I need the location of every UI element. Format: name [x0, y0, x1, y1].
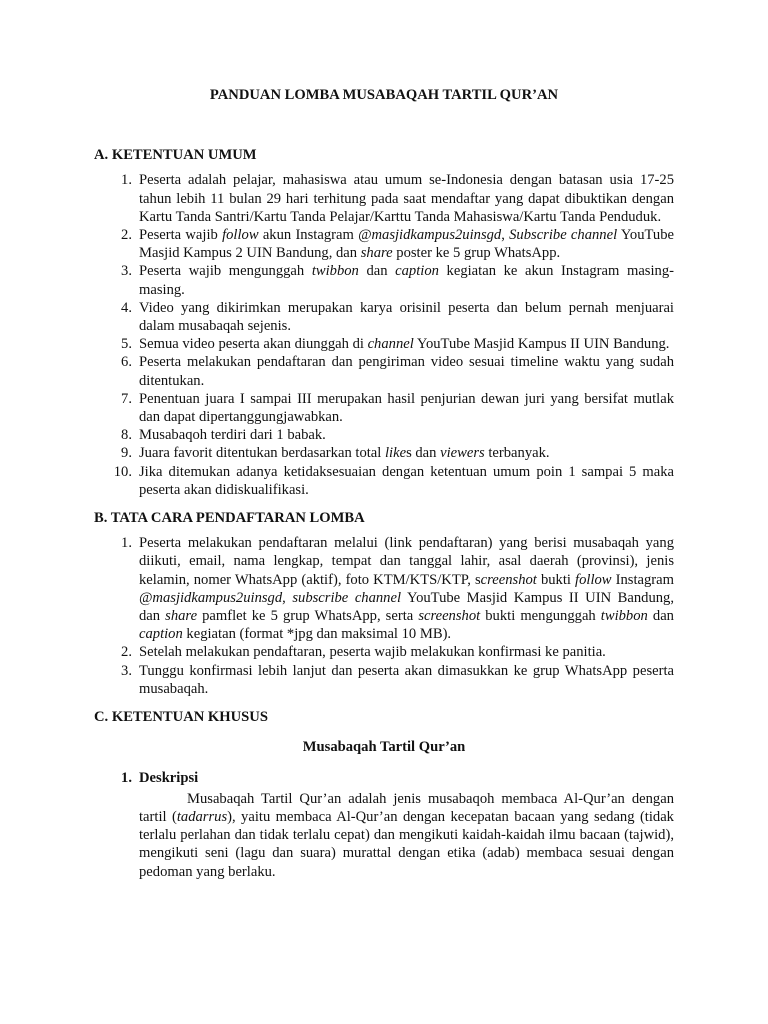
- text-run: bukti: [536, 571, 576, 588]
- text-run: Subscribe channel: [509, 227, 618, 244]
- list-item-number: 1.: [121, 172, 132, 189]
- text-run: Peserta adalah pelajar, mahasiswa atau umum se-Indonesia dengan batasan usia 17-25 tahun lebih 11 bulan 29 hari terhitung pada saat mendaftar yang dapat dibuktikan dengan Kartu Tanda Santri/Kartu Tanda Pelajar/Karttu Tanda Mahasiswa/Kartu Tanda Penduduk.: [139, 172, 674, 225]
- text-run: dan: [358, 263, 396, 280]
- text-run: Musabaqoh terdiri dari 1 babak.: [139, 427, 326, 444]
- list-item-text: [139, 336, 669, 352]
- list-item-number: 6.: [121, 354, 132, 371]
- text-run: kegiatan (format *jpg dan maksimal 10 MB).: [182, 626, 452, 643]
- text-run: ,: [501, 227, 510, 244]
- section-a-heading: A. KETENTUAN UMUM: [94, 147, 257, 164]
- text-run: twibbon: [600, 608, 648, 625]
- text-run: Musabaqah Tartil Qur’an adalah jenis musabaqoh membaca Al-Qur’an dengan tartil (: [139, 790, 674, 825]
- list-item-text: [139, 464, 674, 498]
- list-item-text: [139, 535, 674, 642]
- text-run: caption: [395, 263, 439, 280]
- list-item: [94, 390, 674, 426]
- description-number: 1.: [121, 769, 132, 786]
- section-a-list: [94, 171, 674, 499]
- text-run: follow: [222, 227, 259, 244]
- text-run: Tunggu konfirmasi lebih lanjut dan peserta akan dimasukkan ke grup WhatsApp peserta musabaqah.: [139, 662, 674, 697]
- description-heading-text: Deskripsi: [139, 769, 199, 786]
- text-run: Jika ditemukan adanya ketidaksesuaian dengan ketentuan umum poin 1 sampai 5 maka peserta akan didiskualifikasi.: [139, 463, 674, 498]
- list-item-number: 5.: [121, 336, 132, 353]
- list-item-number: 8.: [121, 427, 132, 444]
- text-run: subscribe channel: [292, 589, 402, 606]
- text-run: poster ke 5 grup WhatsApp.: [392, 245, 561, 262]
- list-item-text: [139, 227, 674, 261]
- text-run: dan: [647, 608, 674, 625]
- list-item: [94, 643, 674, 661]
- list-item-text: [139, 300, 674, 334]
- list-item-text: [139, 263, 674, 297]
- description-paragraph: [94, 790, 674, 881]
- list-item-text: [139, 427, 326, 443]
- list-item: [94, 662, 674, 698]
- list-item-number: 3.: [121, 662, 132, 679]
- text-run: Semua video peserta akan diunggah di: [139, 336, 368, 353]
- list-item-text: [139, 172, 674, 224]
- list-item: [94, 262, 674, 298]
- text-run: ), yaitu membaca Al-Qur’an dengan kecepatan bacaan yang sedang (tidak terlalu perlahan dan tidak terlalu cepat) dan mengikuti kaidah-kaidah ilmu bacaan (tajwid), mengikuti seni (lagu dan suara) murattal dengan etika (adab) membaca sesuai dengan pedoman yang berlaku.: [139, 808, 674, 880]
- list-item-number: 10.: [113, 463, 132, 480]
- list-item-text: [139, 663, 674, 697]
- text-run: kegiatan ke akun Instagram masing-masing.: [139, 263, 674, 298]
- text-run: twibbon: [311, 263, 359, 280]
- list-item: [94, 444, 674, 462]
- list-item: [94, 171, 674, 226]
- text-run: Peserta wajib mengunggah: [139, 263, 312, 280]
- document-title: PANDUAN LOMBA MUSABAQAH TARTIL QUR’AN: [209, 87, 559, 103]
- text-run: Peserta melakukan pendaftaran dan pengiriman video sesuai timeline waktu yang sudah ditentukan.: [139, 354, 674, 389]
- text-run: Penentuan juara I sampai III merupakan hasil penjurian dewan juri yang bersifat mutlak dan dapat dipertanggungjawabkan.: [139, 390, 674, 426]
- text-run: ,: [282, 589, 293, 606]
- list-item: [94, 226, 674, 262]
- list-item-number: 3.: [121, 263, 132, 280]
- text-run: tadarrus: [176, 808, 228, 825]
- text-run: Juara favorit ditentukan berdasarkan total: [139, 445, 385, 462]
- list-item-text: [139, 644, 606, 660]
- text-run: YouTube Masjid Kampus II UIN Bandung, dan: [139, 589, 674, 625]
- text-run: pamflet ke 5 grup WhatsApp, serta: [197, 608, 419, 625]
- text-run: YouTube Masjid Kampus II UIN Bandung.: [413, 336, 670, 353]
- text-run: @masjidkampus2uinsgd: [139, 589, 283, 606]
- list-item: [94, 353, 674, 389]
- list-item: [94, 463, 674, 499]
- text-run: viewers: [440, 445, 485, 462]
- text-run: Video yang dikirimkan merupakan karya orisinil peserta dan belum pernah menjuarai dalam musabaqah sejenis.: [139, 299, 674, 335]
- list-item-number: 7.: [121, 390, 132, 407]
- list-item: [94, 426, 674, 444]
- description-heading: [94, 769, 674, 787]
- list-item-number: 9.: [121, 445, 132, 462]
- text-run: s dan: [406, 445, 441, 462]
- section-b-list: [94, 534, 674, 698]
- text-run: caption: [139, 626, 183, 643]
- list-item-text: [139, 445, 550, 461]
- text-run: YouTube Masjid Kampus 2 UIN Bandung, dan: [139, 227, 674, 262]
- section-b-heading: B. TATA CARA PENDAFTARAN LOMBA: [94, 510, 365, 527]
- list-item: [94, 534, 674, 643]
- section-c-subtitle: Musabaqah Tartil Qur’an: [302, 739, 466, 756]
- text-run: bukti mengunggah: [480, 608, 601, 625]
- list-item: [94, 299, 674, 335]
- text-run: Instagram: [611, 571, 674, 588]
- list-item: [94, 335, 674, 353]
- text-run: follow: [575, 571, 612, 588]
- text-run: @masjidkampus2uinsgd: [358, 227, 502, 244]
- list-item-text: [139, 391, 674, 425]
- text-run: creenshot: [480, 571, 537, 588]
- list-item-number: 2.: [121, 227, 132, 244]
- text-run: Setelah melakukan pendaftaran, peserta wajib melakukan konfirmasi ke panitia.: [139, 644, 606, 661]
- text-run: like: [384, 445, 407, 462]
- section-c-heading: C. KETENTUAN KHUSUS: [94, 709, 268, 726]
- text-run: terbanyak.: [484, 445, 550, 462]
- list-item-number: 1.: [121, 535, 132, 552]
- text-run: Peserta melakukan pendaftaran melalui (link pendaftaran) yang berisi musabaqah yang diikuti, email, nama lengkap, tempat dan tanggal lahir, asal daerah (provinsi), jenis kelamin, nomer WhatsApp (aktif), foto KTM/KTS/KTP, s: [139, 535, 674, 588]
- text-run: Peserta wajib: [139, 227, 223, 244]
- text-run: share: [360, 245, 393, 262]
- list-item-text: [139, 354, 674, 388]
- text-run: share: [165, 608, 198, 625]
- list-item-number: 4.: [121, 299, 132, 316]
- list-item-number: 2.: [121, 644, 132, 661]
- text-run: akun Instagram: [258, 227, 359, 244]
- text-run: channel: [367, 336, 414, 353]
- text-run: screenshot: [418, 608, 481, 625]
